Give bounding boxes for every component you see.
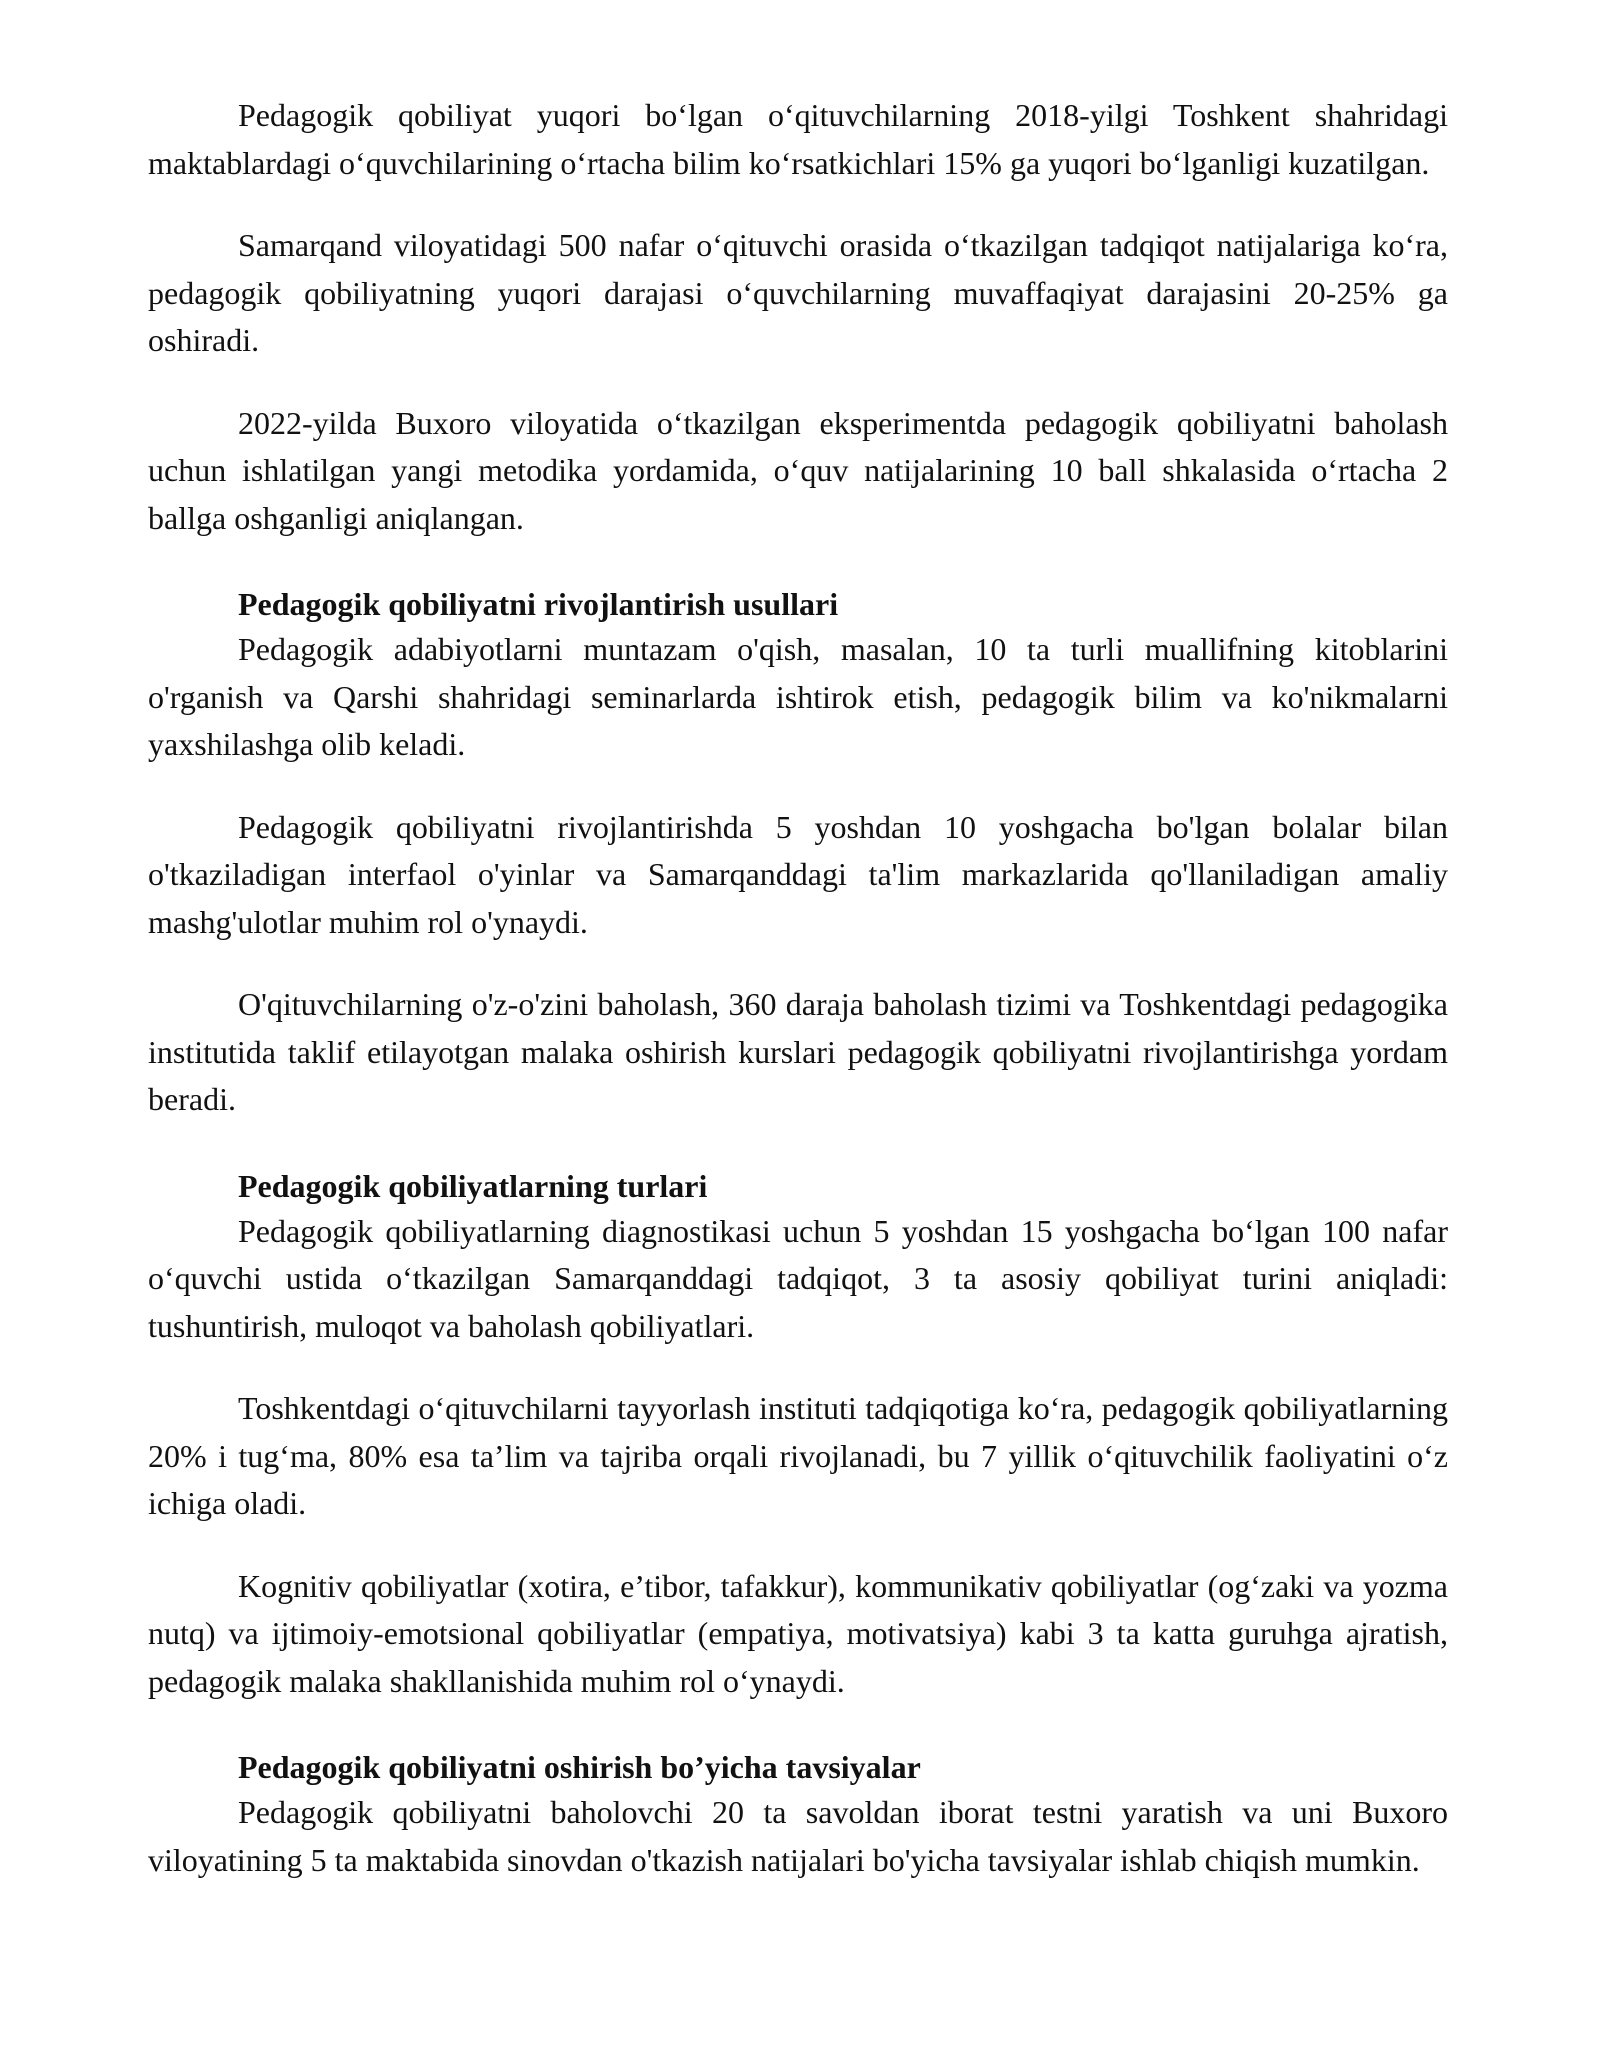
paragraph-5: Pedagogik qobiliyatni rivojlantirishda 5 yoshdan 10 yoshgacha bo'lgan bolalar bilan o'tkaziladigan interfaol o'yinlar va Samarqanddagi ta'lim markazlarida qo'llaniladigan amaliy mashg'ulotlar muhim rol o'ynaydi. [148,808,1448,940]
paragraph-10: Pedagogik qobiliyatni baholovchi 20 ta savoldan iborat testni yaratish va uni Buxoro viloyatining 5 ta maktabida sinovdan o'tkazish natijalari bo'yicha tavsiyalar ishlab chiqish mumkin. [148,1794,1448,1878]
paragraph-7: Pedagogik qobiliyatlarning diagnostikasi uchun 5 yoshdan 15 yoshgacha bo‘lgan 100 nafar o‘quvchi ustida o‘tkazilgan Samarqanddagi tadqiqot, 3 ta asosiy qobiliyat turini aniqladi: tushuntirish, muloqot va baholash qobiliyatlari. [148,1212,1448,1344]
spacer [148,1124,1448,1164]
paragraph-6: O'qituvchilarning o'z-o'zini baholash, 360 daraja baholash tizimi va Toshkentdagi pedagogika institutida taklif etilayotgan malaka oshirish kurslari pedagogik qobiliyatni rivojlantirishga yordam beradi. [148,986,1448,1117]
spacer [148,1705,1448,1745]
spacer [148,542,1448,582]
spacer [148,1528,1448,1563]
spacer [148,946,1448,981]
paragraph-2: Samarqand viloyatidagi 500 nafar o‘qituvchi orasida o‘tkazilgan tadqiqot natijalariga ko‘ra, pedagogik qobiliyatning yuqori darajasi o‘quvchilarning muvaffaqiyat darajasini 20-25% ga oshiradi. [148,227,1448,358]
section-heading-types: Pedagogik qobiliyatlarning turlari [238,1167,708,1204]
paragraph-9: Kognitiv qobiliyatlar (xotira, e’tibor, tafakkur), kommunikativ qobiliyatlar (og‘zaki va yozma nutq) va ijtimoiy-emotsional qobiliyatlar (empatiya, motivatsiya) kabi 3 ta katta guruhga ajratish, pedagogik malaka shakllanishida muhim rol o‘ynaydi. [148,1567,1448,1699]
section-heading-recommendations: Pedagogik qobiliyatni oshirish bo’yicha tavsiyalar [238,1749,921,1785]
spacer [148,1350,1448,1385]
paragraph-1: Pedagogik qobiliyat yuqori bo‘lgan o‘qituvchilarning 2018-yilgi Toshkent shahridagi maktablardagi o‘quvchilarining o‘rtacha bilim ko‘rsatkichlari 15% ga yuqori bo‘lganligi kuzatilgan. [148,97,1448,181]
paragraph-8: Toshkentdagi o‘qituvchilarni tayyorlash instituti tadqiqotiga ko‘ra, pedagogik qobiliyatlarning 20% i tug‘ma, 80% esa ta’lim va tajriba orqali rivojlanadi, bu 7 yillik o‘qituvchilik faoliyatini o‘z ichiga oladi. [148,1390,1448,1521]
spacer [148,187,1448,222]
paragraph-4: Pedagogik adabiyotlarni muntazam o'qish, masalan, 10 ta turli muallifning kitoblarini o'rganish va Qarshi shahridagi seminarlarda ishtirok etish, pedagogik bilim va ko'nikmalarni yaxshilashga olib keladi. [148,631,1448,762]
document-page [148,92,1448,1884]
paragraph-3: 2022-yilda Buxoro viloyatida o‘tkazilgan eksperimentda pedagogik qobiliyatni baholash uchun ishlatilgan yangi metodika yordamida, o‘quv natijalarining 10 ball shkalasida o‘rtacha 2 ballga oshganligi aniqlangan. [148,404,1448,536]
section-heading-development-methods: Pedagogik qobiliyatni rivojlantirish usullari [238,586,839,622]
spacer [148,365,1448,400]
spacer [148,769,1448,804]
